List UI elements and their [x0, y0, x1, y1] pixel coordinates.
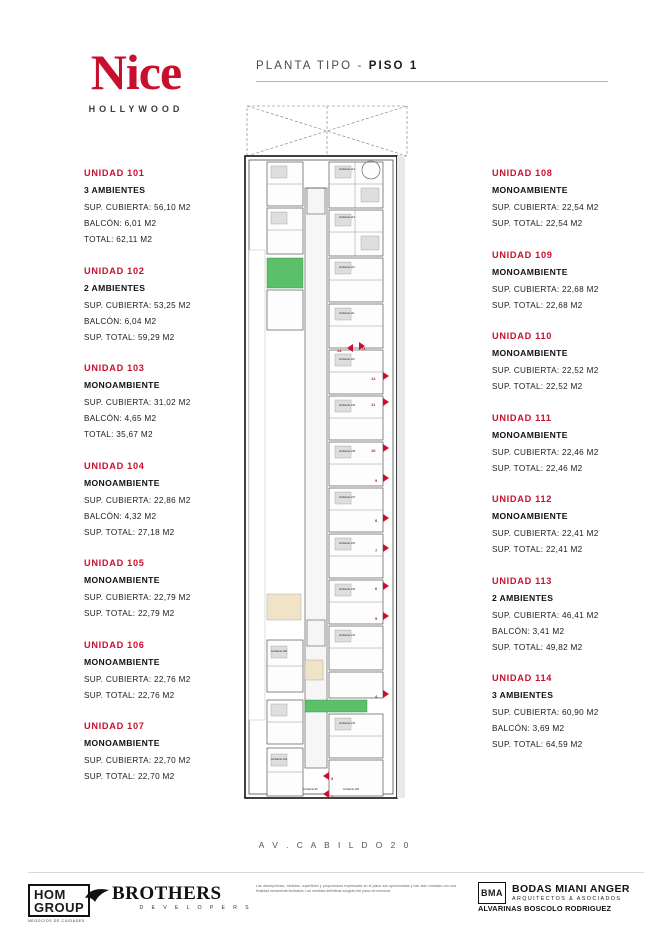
unit-type: 3 AMBIENTES	[84, 185, 146, 195]
unit-area-covered: SUP. CUBIERTA: 46,41 M2	[492, 610, 599, 620]
bird-icon	[84, 887, 110, 903]
unit-card	[84, 168, 234, 244]
svg-text:4: 4	[375, 694, 378, 699]
unit-area-covered: SUP. CUBIERTA: 22,54 M2	[492, 203, 599, 212]
unit-area-total: SUP. TOTAL: 22,41 M2	[492, 545, 583, 554]
floorplan-drawing	[243, 100, 425, 820]
svg-text:8: 8	[375, 518, 378, 523]
unit-type: 2 AMBIENTES	[492, 592, 554, 603]
svg-text:14: 14	[337, 348, 342, 353]
unit-type: MONOAMBIENTE	[84, 575, 160, 585]
unit-area-covered: SUP. CUBIERTA: 22,70 M2	[84, 756, 191, 765]
unit-area-covered: SUP. CUBIERTA: 31,02 M2	[84, 398, 191, 407]
brothers-developers-logo	[112, 884, 252, 911]
unit-card	[84, 461, 234, 537]
unit-area-covered: SUP. CUBIERTA: 22,52 M2	[492, 366, 599, 375]
svg-text:Ambiente 100: Ambiente 100	[343, 788, 360, 791]
svg-text:Ambiente 102: Ambiente 102	[271, 650, 288, 653]
unit-area-balcony: BALCÓN: 3,41 M2	[492, 626, 565, 636]
svg-text:7: 7	[375, 548, 378, 553]
svg-text:Ambiente 112: Ambiente 112	[339, 266, 355, 269]
svg-text:6: 6	[375, 586, 378, 591]
unit-id: UNIDAD 106	[84, 639, 145, 650]
svg-text:Ambiente 99: Ambiente 99	[303, 788, 318, 791]
unit-id: UNIDAD 111	[492, 412, 552, 423]
bma-subtitle: ARQUITECTOS & ASOCIADOS	[512, 896, 622, 902]
unit-area-balcony: BALCÓN: 4,32 M2	[84, 511, 157, 521]
street-label: A V . C A B I L D O 2 0	[258, 840, 412, 850]
unit-area-total: TOTAL: 62,11 M2	[84, 235, 153, 244]
unit-card	[492, 168, 642, 228]
brothers-subtitle: D E V E L O P E R S	[139, 905, 252, 911]
svg-text:2: 2	[331, 794, 334, 799]
unit-id: UNIDAD 112	[492, 494, 553, 504]
brand-name: Nice	[90, 44, 182, 100]
unit-area-covered: SUP. CUBIERTA: 22,79 M2	[84, 593, 191, 602]
unit-type: MONOAMBIENTE	[84, 477, 160, 488]
hom-name-second: GROUP	[34, 900, 85, 915]
unit-area-covered: SUP. CUBIERTA: 22,86 M2	[84, 495, 191, 505]
svg-text:3: 3	[331, 776, 334, 781]
unit-type: MONOAMBIENTE	[492, 511, 568, 521]
unit-area-total: SUP. TOTAL: 22,68 M2	[492, 300, 583, 310]
unit-id: UNIDAD 104	[84, 460, 145, 471]
page-title	[256, 60, 616, 82]
title-divider	[256, 81, 608, 82]
unit-area-total: SUP. TOTAL: 22,76 M2	[84, 690, 175, 700]
unit-type: MONOAMBIENTE	[84, 380, 160, 390]
unit-list-left	[84, 168, 234, 803]
svg-text:Ambiente 110: Ambiente 110	[339, 358, 355, 361]
unit-area-total: SUP. TOTAL: 59,29 M2	[84, 332, 175, 342]
unit-area-covered: SUP. CUBIERTA: 22,76 M2	[84, 674, 191, 684]
unit-id: UNIDAD 103	[84, 363, 145, 373]
svg-text:10: 10	[371, 448, 376, 453]
unit-id: UNIDAD 107	[84, 721, 145, 731]
unit-area-total: SUP. TOTAL: 64,59 M2	[492, 740, 583, 749]
unit-type: 3 AMBIENTES	[492, 690, 554, 700]
unit-area-total: SUP. TOTAL: 49,82 M2	[492, 642, 583, 652]
unit-area-total: SUP. TOTAL: 22,52 M2	[492, 382, 583, 391]
bma-name: BODAS MIANI ANGER	[512, 883, 630, 895]
brand-logo	[56, 46, 216, 114]
svg-text:Ambiente 106: Ambiente 106	[339, 542, 356, 545]
unit-id: UNIDAD 105	[84, 558, 145, 568]
unit-area-covered: SUP. CUBIERTA: 53,25 M2	[84, 300, 191, 310]
bma-monogram: BMA	[478, 882, 506, 904]
page-title-prefix: PLANTA TIPO -	[256, 60, 369, 72]
svg-text:Ambiente 108: Ambiente 108	[339, 450, 356, 453]
unit-card	[492, 331, 642, 391]
unit-area-total: SUP. TOTAL: 27,18 M2	[84, 527, 175, 537]
unit-area-covered: SUP. CUBIERTA: 22,68 M2	[492, 284, 599, 294]
svg-text:Ambiente 101: Ambiente 101	[271, 758, 288, 761]
unit-type: MONOAMBIENTE	[492, 348, 568, 358]
unit-area-balcony: BALCÓN: 6,01 M2	[84, 219, 157, 228]
unit-id: UNIDAD 109	[492, 249, 553, 260]
disclaimer-text: Las descripciones, medidas, superficies y proporciones expresadas en el plano son aproximadas y han sido volcadas con una finalidad meramente ilustrativa. Las medidas definitivas surgirán del plano de mensura.	[256, 884, 456, 894]
hom-subtitle: NEGOCIOS DE CIUDADES	[28, 919, 85, 923]
unit-id: UNIDAD 113	[492, 575, 553, 586]
unit-id: UNIDAD 110	[492, 331, 553, 341]
unit-card	[84, 640, 234, 700]
unit-card	[84, 266, 234, 342]
svg-text:Ambiente 103: Ambiente 103	[339, 722, 356, 725]
svg-text:Ambiente 113: Ambiente 113	[339, 216, 355, 219]
unit-type: MONOAMBIENTE	[84, 738, 160, 748]
unit-card	[492, 250, 642, 310]
unit-type: 2 AMBIENTES	[84, 282, 146, 293]
unit-area-balcony: BALCÓN: 4,65 M2	[84, 414, 157, 423]
unit-card	[492, 413, 642, 473]
unit-area-total: SUP. TOTAL: 22,46 M2	[492, 463, 583, 473]
unit-id: UNIDAD 114	[492, 673, 553, 683]
unit-area-total: SUP. TOTAL: 22,70 M2	[84, 772, 175, 781]
unit-id: UNIDAD 101	[84, 168, 145, 178]
bma-logo	[478, 882, 644, 913]
svg-text:Ambiente 104: Ambiente 104	[339, 634, 356, 637]
unit-area-covered: SUP. CUBIERTA: 56,10 M2	[84, 203, 191, 212]
unit-area-balcony: BALCÓN: 3,69 M2	[492, 724, 565, 733]
unit-type: MONOAMBIENTE	[492, 185, 568, 195]
unit-type: MONOAMBIENTE	[84, 656, 160, 667]
svg-text:11: 11	[371, 402, 376, 407]
unit-card	[84, 558, 234, 618]
unit-card	[492, 494, 642, 554]
svg-text:9: 9	[375, 478, 378, 483]
unit-list-right	[492, 168, 642, 771]
svg-text:5: 5	[375, 616, 378, 621]
svg-text:Ambiente 105: Ambiente 105	[339, 588, 356, 591]
unit-area-balcony: BALCÓN: 6,04 M2	[84, 316, 157, 326]
unit-area-covered: SUP. CUBIERTA: 60,90 M2	[492, 708, 599, 717]
svg-text:Ambiente 111: Ambiente 111	[339, 312, 355, 315]
svg-text:Ambiente 107: Ambiente 107	[339, 496, 356, 499]
unit-area-total: SUP. TOTAL: 22,54 M2	[492, 219, 583, 228]
svg-text:13: 13	[361, 346, 366, 351]
bma-partners: ALVARINAS BOSCOLO RODRIGUEZ	[478, 904, 612, 913]
svg-text:Ambiente 109: Ambiente 109	[339, 404, 356, 407]
unit-card	[492, 673, 642, 749]
unit-id: UNIDAD 108	[492, 168, 553, 178]
unit-card	[84, 363, 234, 439]
unit-area-total: SUP. TOTAL: 22,79 M2	[84, 609, 175, 618]
unit-area-total: TOTAL: 35,67 M2	[84, 430, 153, 439]
unit-card	[492, 576, 642, 652]
unit-id: UNIDAD 102	[84, 265, 145, 276]
unit-type: MONOAMBIENTE	[492, 429, 568, 440]
unit-type: MONOAMBIENTE	[492, 266, 568, 277]
unit-area-covered: SUP. CUBIERTA: 22,46 M2	[492, 447, 599, 457]
brand-subtitle: HOLLYWOOD	[88, 104, 184, 114]
brothers-name: BROTHERS	[112, 883, 222, 904]
svg-text:12: 12	[371, 376, 376, 381]
unit-card	[84, 721, 234, 781]
page-title-strong: PISO 1	[368, 60, 419, 72]
hom-name: HOM	[34, 887, 66, 902]
unit-area-covered: SUP. CUBIERTA: 22,41 M2	[492, 529, 599, 538]
footer-divider	[28, 872, 644, 873]
svg-text:Ambiente 114: Ambiente 114	[339, 168, 355, 171]
